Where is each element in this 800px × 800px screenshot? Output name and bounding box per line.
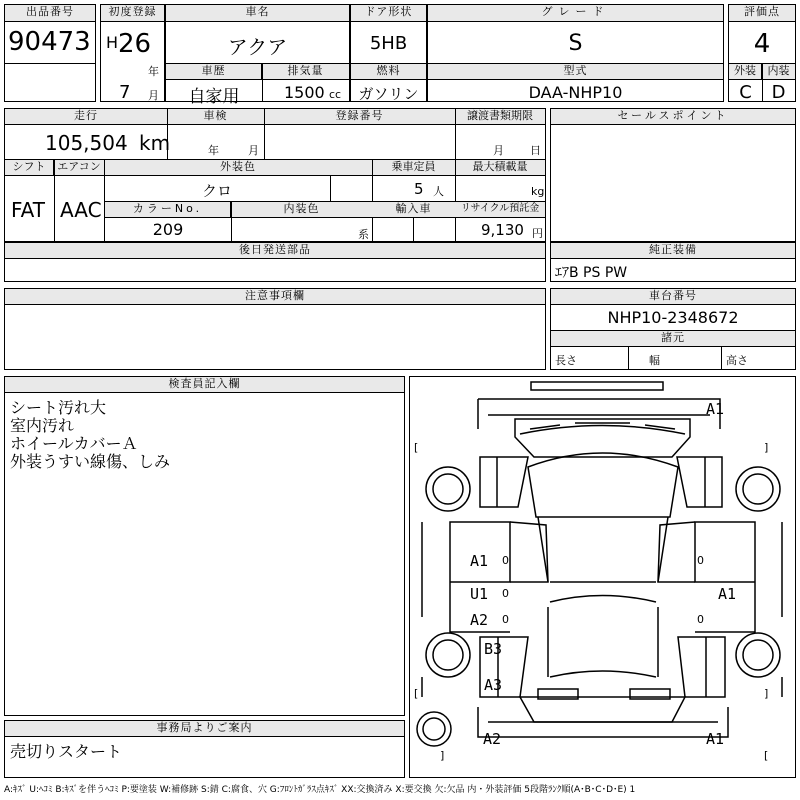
door-type: 5HB <box>369 33 408 54</box>
spec-label: 諸元 <box>551 331 795 347</box>
score-box <box>728 4 796 102</box>
damage-mark: A3 <box>484 676 503 694</box>
inspector-label: 検査員記入欄 <box>5 377 404 393</box>
chassis-box <box>550 288 796 370</box>
reg-month: 7 <box>119 82 131 103</box>
damage-mark: A1 <box>706 730 725 748</box>
inspector-line: シート汚れ大 <box>10 398 107 417</box>
name-box <box>165 4 350 107</box>
lot-label: 出品番号 <box>5 5 95 22</box>
equip-label: 純正装備 <box>551 243 795 259</box>
sales-label: セールスポイント <box>551 109 795 125</box>
damage-mark: A1 <box>470 552 489 570</box>
car-diagram <box>409 376 796 778</box>
intcolor-unit: 系 <box>358 228 369 241</box>
intcolor-label: 内装色 <box>231 202 372 218</box>
zero-mark: 0 <box>697 554 704 567</box>
ext-label: 外装 <box>729 64 762 80</box>
inspector-box <box>4 376 405 716</box>
shift: FAT <box>11 198 46 222</box>
bracket: [ <box>764 749 769 762</box>
chassis-number: NHP10-2348672 <box>607 308 739 327</box>
disp-label: 排気量 <box>262 64 349 80</box>
ext-score: C <box>739 82 752 103</box>
color-label: 外装色 <box>104 160 372 176</box>
recycle-label: リサイクル預託金 <box>455 202 545 218</box>
zero-mark: 0 <box>697 613 704 626</box>
shift-label: シフト <box>5 160 54 176</box>
first-reg-label: 初度登録 <box>101 5 164 22</box>
recycle-unit: 円 <box>532 227 543 240</box>
capacity: 5 <box>414 180 424 198</box>
load-unit: kg <box>531 185 545 198</box>
office-box <box>4 720 405 778</box>
regno-label: 登録番号 <box>264 109 455 125</box>
import-label: 輸入車 <box>372 202 455 218</box>
fuel-label: 燃料 <box>351 64 426 80</box>
damage-mark: U1 <box>470 585 489 603</box>
sales-box <box>550 108 796 242</box>
mileage-label: 走行 <box>5 109 167 125</box>
recycle-fee: 9,130 <box>481 221 524 239</box>
reg-year: 26 <box>118 29 152 59</box>
zero-mark: 0 <box>502 613 509 626</box>
equip-box <box>550 242 796 282</box>
history: 自家用 <box>188 87 240 107</box>
colorno-label: カラーNo. <box>105 202 231 218</box>
exterior-color: クロ <box>201 182 232 200</box>
score-label: 評価点 <box>729 5 795 22</box>
color-number: 209 <box>152 220 184 239</box>
bracket: [ <box>414 441 419 454</box>
length-label: 長さ <box>555 354 577 367</box>
transfer-label: 譲渡書類期限 <box>455 109 545 125</box>
lot-box <box>4 4 96 102</box>
displacement: 1500 <box>284 83 325 102</box>
office-text: 売切りスタート <box>10 742 123 761</box>
insp-month-unit: 月 <box>248 144 259 157</box>
transfer-month-unit: 月 <box>493 144 504 157</box>
fuel: ガソリン <box>358 85 419 103</box>
lot-number: 90473 <box>8 27 91 57</box>
first-reg-box <box>100 4 165 102</box>
legend: A:ｷｽﾞ U:ﾍｺﾐ B:ｷｽﾞを伴うﾍｺﾐ P:要塗装 W:補修跡 S:錆 C:腐食、穴 G:ﾌﾛﾝﾄｶﾞﾗｽ点ｷｽﾞ XX:交換済み X:要交換 欠:欠品 内・外装評価 5段階ﾗﾝｸ順(A･B･C･D･E) 1 <box>4 785 636 795</box>
month-unit: 月 <box>148 89 159 102</box>
equipment: ｴｱB PS PW <box>555 265 628 281</box>
door-box <box>350 4 427 102</box>
capacity-unit: 人 <box>433 185 444 198</box>
notes-label: 注意事項欄 <box>5 289 545 305</box>
damage-mark: B3 <box>484 640 503 658</box>
inspector-line: ホイールカバーＡ <box>10 434 138 453</box>
zero-mark: 0 <box>502 554 509 567</box>
name-label: 車名 <box>166 5 349 22</box>
model-label: 型式 <box>428 64 723 80</box>
era: H <box>106 33 119 52</box>
insp-year-unit: 年 <box>208 144 219 157</box>
transfer-day-unit: 日 <box>530 144 541 157</box>
bracket: ] <box>440 749 445 762</box>
inspection-label: 車検 <box>167 109 264 125</box>
parts-box <box>4 242 546 282</box>
damage-mark: A2 <box>470 611 489 629</box>
grade-label: グレード <box>428 5 723 22</box>
parts-label: 後日発送部品 <box>5 243 545 259</box>
width-label: 幅 <box>649 354 660 367</box>
int-label: 内装 <box>762 64 795 80</box>
damage-mark: A1 <box>706 400 725 418</box>
history-label: 車歴 <box>166 64 262 80</box>
damage-mark: A1 <box>718 585 737 603</box>
notes-box <box>4 288 546 370</box>
score: 4 <box>753 29 771 59</box>
office-label: 事務局よりご案内 <box>5 721 404 737</box>
zero-mark: 0 <box>502 587 509 600</box>
model-code: DAA-NHP10 <box>528 83 623 102</box>
car-name: アクア <box>227 35 288 59</box>
mileage: 105,504 <box>45 131 128 155</box>
capacity-label: 乗車定員 <box>372 160 455 176</box>
inspector-line: 室内汚れ <box>10 416 75 435</box>
bracket: [ <box>414 687 419 700</box>
door-label: ドア形状 <box>351 5 426 22</box>
year-unit: 年 <box>148 65 159 78</box>
spec-table <box>4 108 546 242</box>
bracket: ] <box>764 687 769 700</box>
load-label: 最大積載量 <box>455 160 545 176</box>
bracket: ] <box>764 441 769 454</box>
mileage-unit: km <box>139 131 171 155</box>
int-score: D <box>771 82 786 103</box>
ac: AAC <box>60 198 102 222</box>
damage-mark: A2 <box>483 730 502 748</box>
inspector-line: 外装うすい線傷、しみ <box>10 452 171 471</box>
car-outline <box>410 377 795 777</box>
grade-box <box>427 4 724 102</box>
grade: S <box>568 31 583 56</box>
ac-label: エアコン <box>54 160 104 176</box>
height-label: 高さ <box>726 354 748 367</box>
chassis-label: 車台番号 <box>551 289 795 305</box>
disp-unit: cc <box>329 88 342 101</box>
